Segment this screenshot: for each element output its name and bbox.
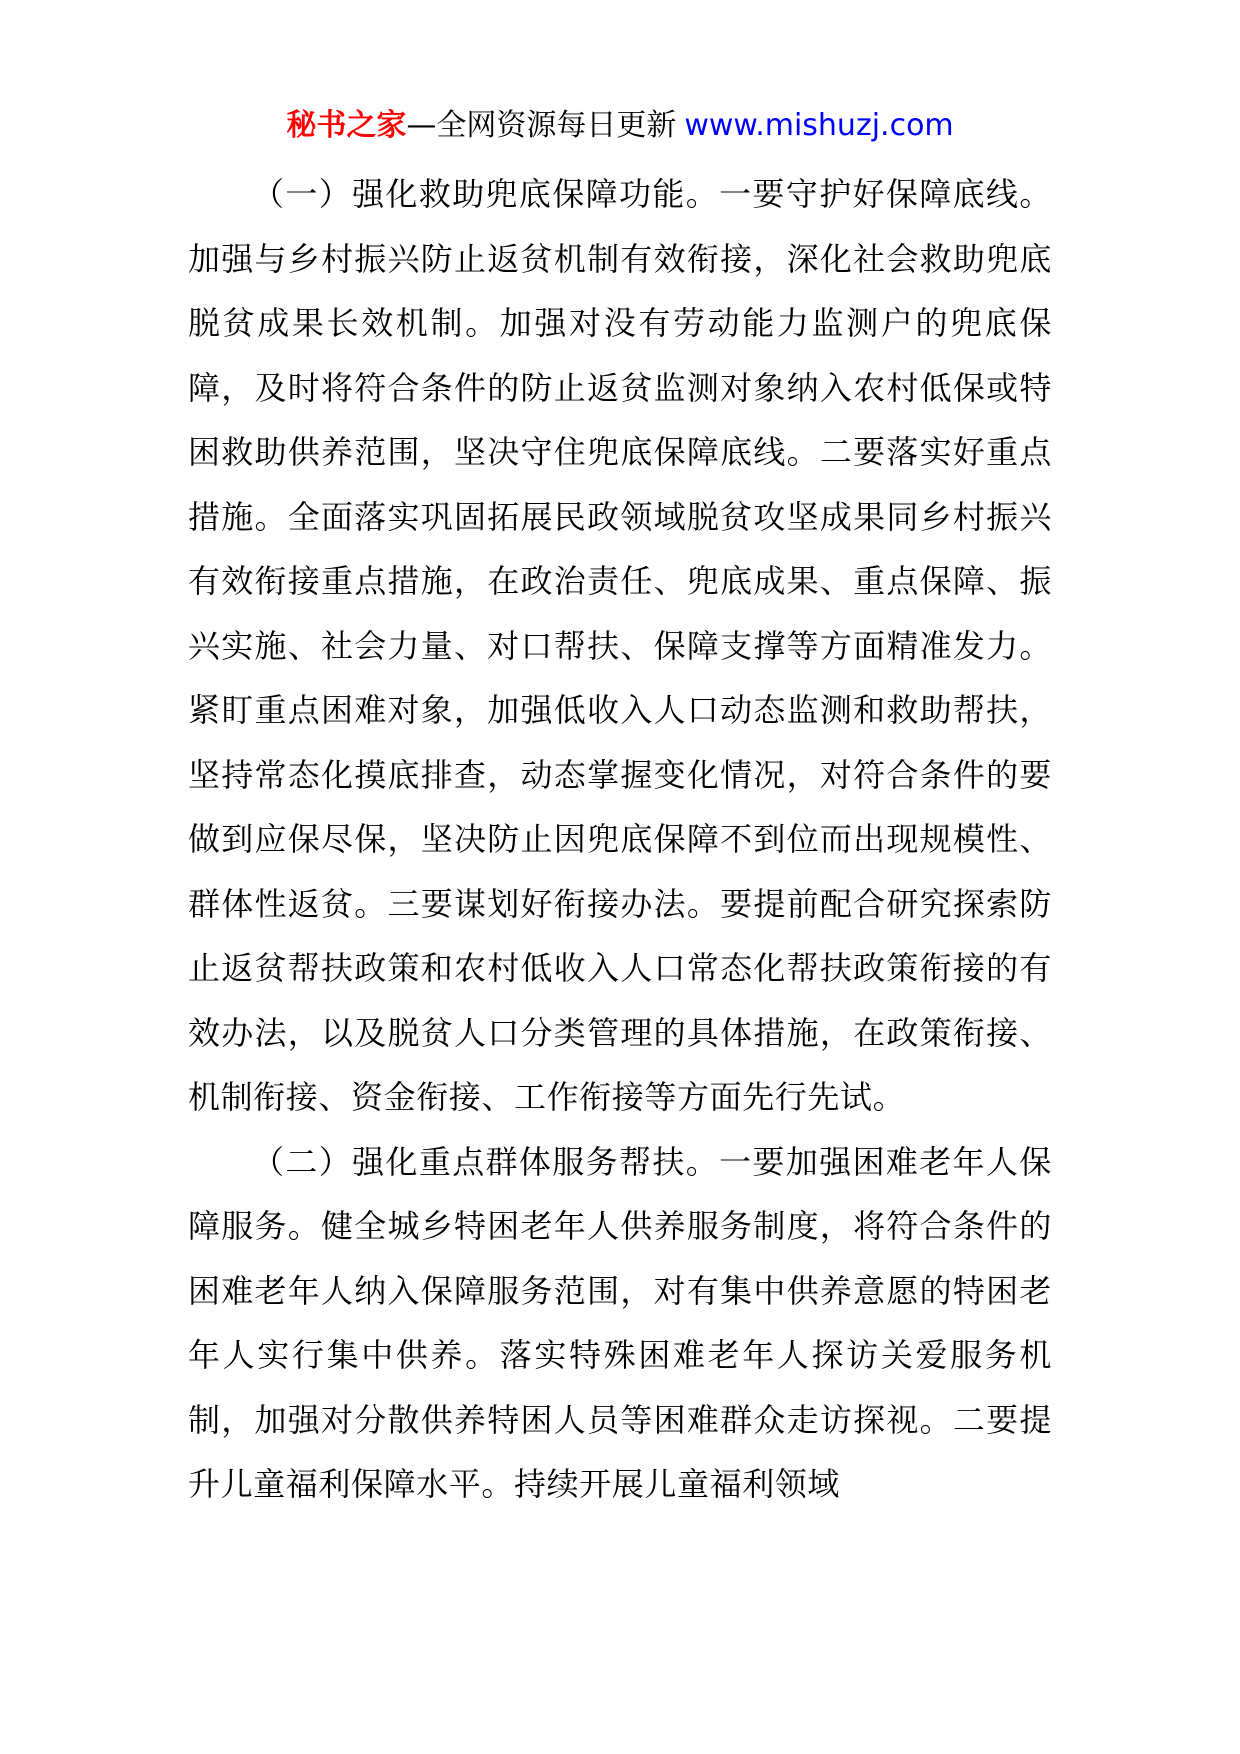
site-url-link[interactable]: www.mishuzj.com xyxy=(684,108,954,143)
paragraph-section-1: （一）强化救助兜底保障功能。一要守护好保障底线。加强与乡村振兴防止返贫机制有效衔接，深化社会救助兜底脱贫成果长效机制。加强对没有劳动能力监测户的兜底保障，及时将符合条件的防止返贫监测对象纳入农村低保或特困救助供养范围，坚决守住兜底保障底线。二要落实好重点措施。全面落实巩固拓展民政领域脱贫攻坚成果同乡村振兴有效衔接重点措施，在政治责任、兜底成果、重点保障、振兴实施、社会力量、对口帮扶、保障支撑等方面精准发力。紧盯重点困难对象，加强低收入人口动态监测和救助帮扶，坚持常态化摸底排查，动态掌握变化情况，对符合条件的要做到应保尽保，坚决防止因兜底保障不到位而出现规模性、群体性返贫。三要谋划好衔接办法。要提前配合研究探索防止返贫帮扶政策和农村低收入人口常态化帮扶政策衔接的有效办法，以及脱贫人口分类管理的具体措施，在政策衔接、机制衔接、资金衔接、工作衔接等方面先行先试。 xyxy=(188,175,1052,1116)
site-banner xyxy=(0,98,1240,154)
paragraph-section-2: （二）强化重点群体服务帮扶。一要加强困难老年人保障服务。健全城乡特困老年人供养服务制度，将符合条件的困难老年人纳入保障服务范围，对有集中供养意愿的特困老年人实行集中供养。落实特殊困难老年人探访关爱服务机制，加强对分散供养特困人员等困难群众走访探视。二要提升儿童福利保障水平。持续开展儿童福利领域 xyxy=(188,1142,1052,1503)
document-body xyxy=(188,162,1052,1517)
site-tagline: —全网资源每日更新 xyxy=(406,108,677,143)
brand-name: 秘书之家 xyxy=(286,108,407,143)
